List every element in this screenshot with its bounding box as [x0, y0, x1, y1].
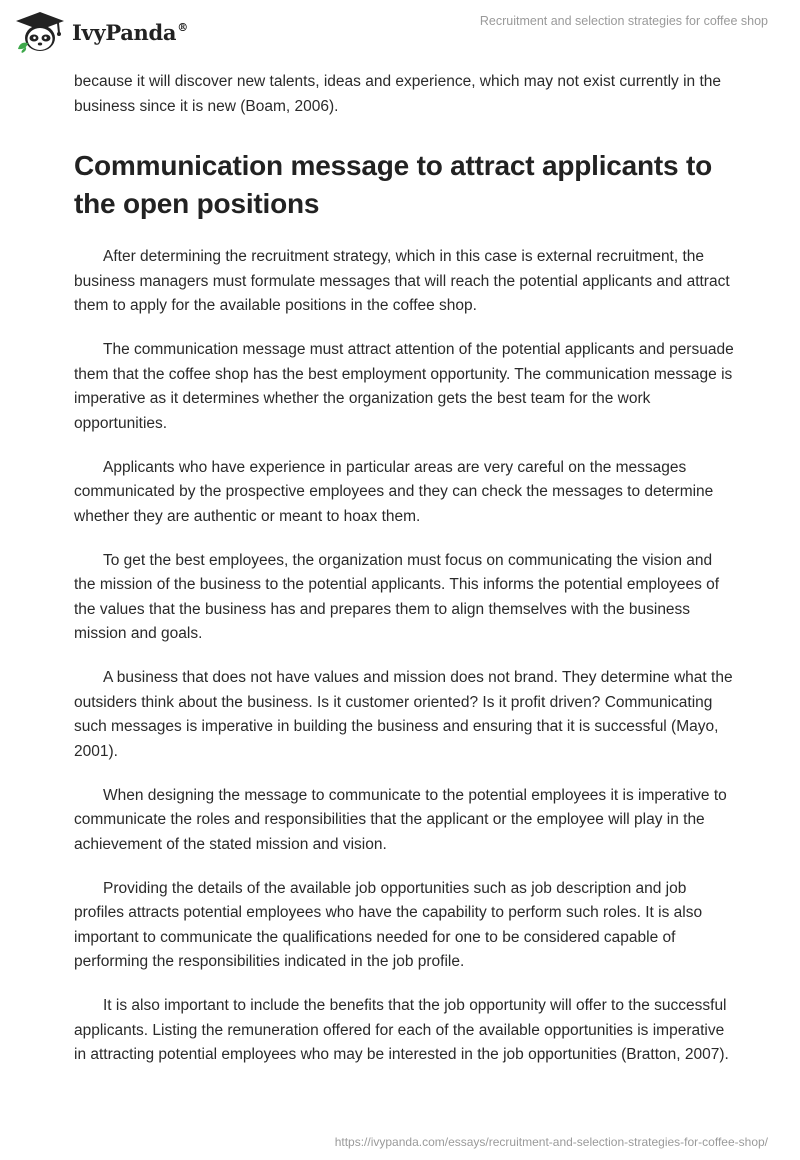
logo-wordmark: IvyPanda® [72, 19, 188, 45]
intro-paragraph: because it will discover new talents, ideas and experience, which may not exist currently in the business since it is new (Boam, 2006). [74, 73, 722, 115]
body-paragraph: A business that does not have values and mission does not brand. They determine what the outsiders think about the business. Is it customer oriented? Is it profit driven? Communicating such messages is imperative in building the business and ensuring that it is successful (Mayo, 2001). [74, 669, 733, 760]
document-title: Recruitment and selection strategies for coffee shop [479, 14, 768, 28]
body-paragraph: The communication message must attract attention of the potential applicants and persuade them that the coffee shop has the best employment opportunity. The communication message is imperative as it determines whether the organization gets the best team for the work opportunities. [74, 341, 734, 432]
body-paragraph: When designing the message to communicate to the potential employees it is imperative to communicate the roles and responsibilities that the applicant or the employee will play in the achievement of the stated mission and vision. [74, 786, 727, 853]
page-header [0, 0, 800, 70]
panda-graduate-icon [14, 9, 66, 53]
ivypanda-logo-link[interactable] [14, 9, 188, 53]
body-paragraph: After determining the recruitment strategy, which in this case is external recruitment, the business managers must formulate messages that will reach the potential applicants and attract them to apply for the available positions in the coffee shop. [74, 248, 730, 314]
essay-content [74, 70, 734, 1068]
body-paragraph: It is also important to include the benefits that the job opportunity will offer to the successful applicants. Listing the remuneration offered for each of the available opportunities is imperative in attracting potential employees who may be interested in the job opportunities (Bratton, 2007). [74, 997, 729, 1063]
source-url-link[interactable]: https://ivypanda.com/essays/recruitment-and-selection-strategies-for-coffee-shop/ [334, 1135, 768, 1149]
registered-mark: ® [177, 20, 188, 34]
body-paragraph: To get the best employees, the organization must focus on communicating the vision and the mission of the business to the potential applicants. This informs the potential employees of the values that the business has and prepares them to align themselves with the business mission and goals. [74, 551, 720, 642]
body-paragraph: Providing the details of the available job opportunities such as job description and job profiles attracts potential employees who have the capability to perform such roles. It is also important to communicate the qualifications needed for one to be considered capable of performing the responsibilities indicated in the job profile. [74, 879, 703, 970]
section-heading: Communication message to attract applicants to the open positions [74, 150, 713, 219]
body-paragraph: Applicants who have experience in particular areas are very careful on the messages communicated by the prospective employees and they can check the messages to determine whether they are authentic or meant to hoax them. [74, 458, 714, 525]
